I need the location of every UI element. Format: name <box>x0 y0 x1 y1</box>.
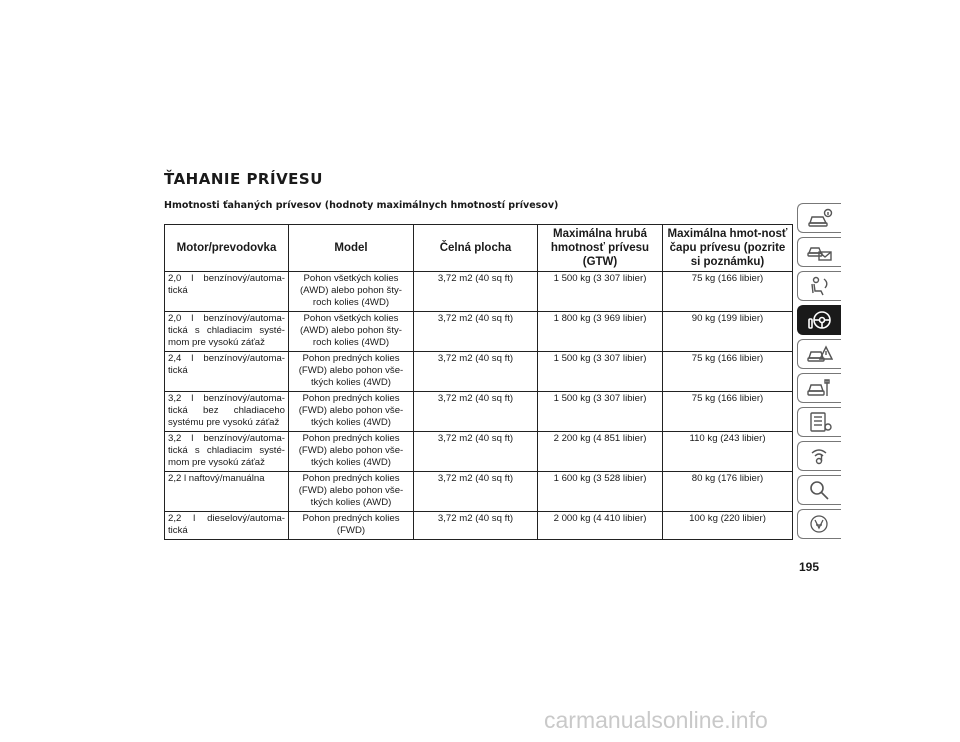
cell-max-gtw: 2 200 kg (4 851 libier) <box>538 432 663 472</box>
cell-model: Pohon predných kolies (FWD) alebo pohon vše-tkých kolies (4WD) <box>289 432 414 472</box>
chapter-tab-multimedia[interactable] <box>797 441 841 471</box>
cell-max-gtw: 1 600 kg (3 528 libier) <box>538 472 663 512</box>
chapter-tab-specifications[interactable] <box>797 407 841 437</box>
header-model: Model <box>289 225 414 272</box>
cell-frontal-area: 3,72 m2 (40 sq ft) <box>414 432 538 472</box>
cell-tongue-weight: 75 kg (166 libier) <box>663 352 793 392</box>
table-row <box>165 472 793 512</box>
magnifier-search-icon <box>807 479 833 501</box>
chapter-tab-emergency[interactable] <box>797 339 841 369</box>
table-row <box>165 392 793 432</box>
chapter-tab-languages[interactable] <box>797 509 841 539</box>
steering-wheel-key-icon <box>807 309 833 331</box>
cell-tongue-weight: 80 kg (176 libier) <box>663 472 793 512</box>
header-frontal-area: Čelná plocha <box>414 225 538 272</box>
cell-model: Pohon predných kolies (FWD) alebo pohon vše-tkých kolies (AWD) <box>289 472 414 512</box>
cell-engine: 3,2 l benzínový/automa-tická bez chladiaceho systému pre vysokú záťaž <box>165 392 289 432</box>
table-row <box>165 312 793 352</box>
chapter-tab-service[interactable] <box>797 373 841 403</box>
chapter-tab-safety[interactable] <box>797 271 841 301</box>
car-service-tools-icon <box>807 377 833 399</box>
cell-tongue-weight: 100 kg (220 libier) <box>663 512 793 540</box>
car-mail-icon <box>807 241 833 263</box>
page-number: 195 <box>799 560 820 574</box>
cell-frontal-area: 3,72 m2 (40 sq ft) <box>414 312 538 352</box>
chapter-tab-car-info[interactable] <box>797 203 841 233</box>
header-max-gtw: Maximálna hrubá hmotnosť prívesu (GTW) <box>538 225 663 272</box>
car-info-icon <box>807 207 833 229</box>
table-header-row <box>165 225 793 272</box>
trailer-weights-table <box>164 224 793 540</box>
cell-max-gtw: 1 500 kg (3 307 libier) <box>538 272 663 312</box>
chapter-tab-car-mail[interactable] <box>797 237 841 267</box>
table-row <box>165 432 793 472</box>
cell-tongue-weight: 110 kg (243 libier) <box>663 432 793 472</box>
cell-max-gtw: 2 000 kg (4 410 libier) <box>538 512 663 540</box>
section-title: ŤAHANIE PRÍVESU <box>164 170 323 188</box>
cell-model: Pohon všetkých kolies (AWD) alebo pohon šty-roch kolies (4WD) <box>289 312 414 352</box>
cell-frontal-area: 3,72 m2 (40 sq ft) <box>414 352 538 392</box>
cell-engine: 2,2 l naftový/manuálna <box>165 472 289 512</box>
cell-max-gtw: 1 800 kg (3 969 libier) <box>538 312 663 352</box>
cell-model: Pohon predných kolies (FWD) alebo pohon vše-tkých kolies (4WD) <box>289 352 414 392</box>
cell-model: Pohon všetkých kolies (AWD) alebo pohon šty-roch kolies (4WD) <box>289 272 414 312</box>
header-engine-transmission: Motor/prevodovka <box>165 225 289 272</box>
cell-tongue-weight: 75 kg (166 libier) <box>663 392 793 432</box>
seat-airbag-icon <box>807 275 833 297</box>
table-row <box>165 512 793 540</box>
header-max-tongue-weight: Maximálna hmot-nosť čapu prívesu (pozrite si poznámku) <box>663 225 793 272</box>
cell-engine: 2,0 l benzínový/automa-tická s chladiacim systé-mom pre vysokú záťaž <box>165 312 289 352</box>
cell-engine: 2,0 l benzínový/automa-tická <box>165 272 289 312</box>
chapter-tabs <box>797 203 841 543</box>
cell-frontal-area: 3,72 m2 (40 sq ft) <box>414 392 538 432</box>
cell-model: Pohon predných kolies (FWD) <box>289 512 414 540</box>
cell-max-gtw: 1 500 kg (3 307 libier) <box>538 392 663 432</box>
cell-engine: 2,4 l benzínový/automa-tická <box>165 352 289 392</box>
cell-frontal-area: 3,72 m2 (40 sq ft) <box>414 272 538 312</box>
table-row <box>165 352 793 392</box>
chapter-tab-starting-driving[interactable] <box>797 305 841 335</box>
cell-engine: 2,2 l dieselový/automa-tická <box>165 512 289 540</box>
car-warning-icon <box>807 343 833 365</box>
chapter-tab-index[interactable] <box>797 475 841 505</box>
cell-engine: 3,2 l benzínový/automa-tická s chladiacim systé-mom pre vysokú záťaž <box>165 432 289 472</box>
multimedia-note-icon <box>807 445 833 467</box>
cell-tongue-weight: 75 kg (166 libier) <box>663 272 793 312</box>
cell-max-gtw: 1 500 kg (3 307 libier) <box>538 352 663 392</box>
watermark: carmanualsonline.info <box>544 707 768 733</box>
cell-tongue-weight: 90 kg (199 libier) <box>663 312 793 352</box>
table-caption: Hmotnosti ťahaných prívesov (hodnoty maximálnych hmotností prívesov) <box>164 200 559 211</box>
cell-frontal-area: 3,72 m2 (40 sq ft) <box>414 472 538 512</box>
specifications-list-icon <box>807 411 833 433</box>
languages-icon <box>807 513 833 535</box>
table-row <box>165 272 793 312</box>
cell-frontal-area: 3,72 m2 (40 sq ft) <box>414 512 538 540</box>
cell-model: Pohon predných kolies (FWD) alebo pohon vše-tkých kolies (4WD) <box>289 392 414 432</box>
